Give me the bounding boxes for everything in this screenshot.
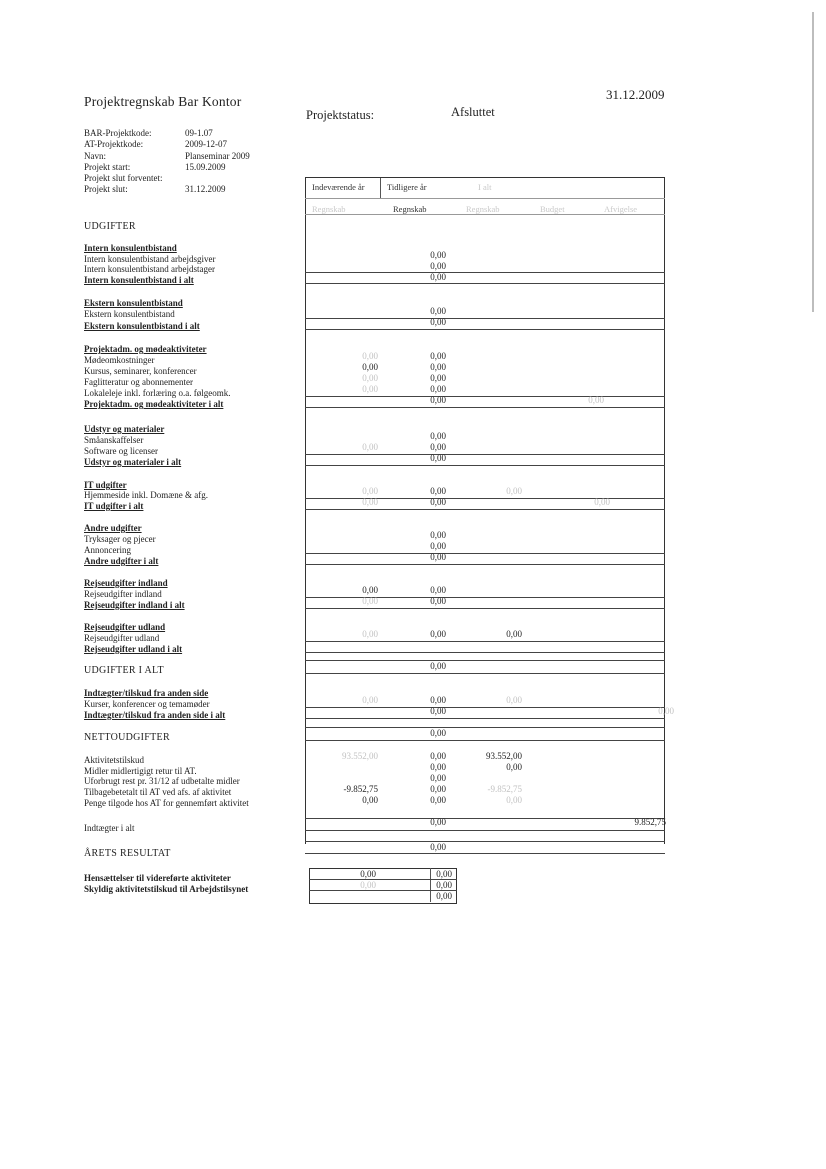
cell-value: 0,00 bbox=[430, 706, 446, 716]
cell-value: 93.552,00 bbox=[486, 751, 522, 761]
cell-value: 0,00 bbox=[658, 706, 674, 716]
line-label: Software og licenser bbox=[84, 446, 158, 456]
line-label: Småanskaffelser bbox=[84, 435, 144, 445]
section-head: Udstyr og materialer bbox=[84, 424, 165, 434]
line-label: Penge tilgode hos AT for gennemført aktivitet bbox=[84, 798, 249, 808]
cell-value: 0,00 bbox=[430, 272, 446, 282]
line-label: Ekstern konsulentbistand bbox=[84, 309, 175, 319]
column-header: Regnskab bbox=[393, 204, 427, 214]
line-label: Indtægter i alt bbox=[84, 823, 135, 833]
line-label: Kurser, konferencer og temamøder bbox=[84, 699, 210, 709]
line-label: Rejseudgifter udland bbox=[84, 633, 160, 643]
cell-value: 0,00 bbox=[362, 795, 378, 805]
line-label: Skyldig aktivitetstilskud til Arbejdstilsynet bbox=[84, 884, 249, 894]
cell-value: 0,00 bbox=[430, 442, 446, 452]
cell-value: 0,00 bbox=[430, 842, 446, 852]
total-label: Indtægter/tilskud fra anden side i alt bbox=[84, 710, 226, 720]
line-label: Kursus, seminarer, konferencer bbox=[84, 366, 197, 376]
table-rule bbox=[305, 853, 665, 854]
cell-value: 0,00 bbox=[430, 431, 446, 441]
line-label: Tryksager og pjecer bbox=[84, 534, 156, 544]
line-label: Tilbagebetetalt til AT ved afs. af aktivitet bbox=[84, 787, 232, 797]
cell-value: 0,00 bbox=[360, 880, 376, 890]
section-head: Intern konsulentbistand bbox=[84, 243, 177, 253]
cell-value: 0,00 bbox=[362, 351, 378, 361]
table-rule bbox=[305, 608, 665, 609]
cell-value: 0,00 bbox=[430, 261, 446, 271]
table-rule bbox=[305, 718, 665, 719]
cell-value: 0,00 bbox=[436, 880, 452, 890]
cell-value: 0,00 bbox=[430, 795, 446, 805]
cell-value: 0,00 bbox=[430, 486, 446, 496]
cell-value: 93.552,00 bbox=[342, 751, 378, 761]
cell-value: 0,00 bbox=[430, 541, 446, 551]
table-rule bbox=[305, 283, 665, 284]
total-label: Rejseudgifter indland i alt bbox=[84, 600, 185, 610]
document-title: Projektregnskab Bar Kontor bbox=[84, 94, 242, 109]
cell-value: 0,00 bbox=[430, 585, 446, 595]
info-value: 15.09.2009 bbox=[185, 161, 226, 172]
cell-value: 0,00 bbox=[362, 695, 378, 705]
info-key: BAR-Projektkode: bbox=[84, 128, 152, 138]
status-label: Projektstatus: bbox=[306, 108, 375, 122]
column-header: I alt bbox=[478, 182, 492, 192]
total-label: Udstyr og materialer i alt bbox=[84, 457, 182, 467]
section-netto: NETTOUDGIFTER bbox=[84, 732, 170, 743]
cell-value: 0,00 bbox=[430, 453, 446, 463]
table-rule bbox=[305, 465, 665, 466]
cell-value: 0,00 bbox=[430, 695, 446, 705]
line-label: Annoncering bbox=[84, 545, 131, 555]
column-header: Tidligere år bbox=[387, 182, 427, 192]
section-head: Andre udgifter bbox=[84, 523, 142, 533]
scan-edge-mark bbox=[812, 12, 814, 312]
cell-value: 0,00 bbox=[430, 784, 446, 794]
cell-value: 0,00 bbox=[430, 629, 446, 639]
section-head: Rejseudgifter udland bbox=[84, 622, 166, 632]
table-rule bbox=[305, 673, 665, 674]
total-label: Intern konsulentbistand i alt bbox=[84, 275, 194, 285]
cell-value: 0,00 bbox=[430, 762, 446, 772]
cell-value: 0,00 bbox=[506, 762, 522, 772]
table-rule bbox=[305, 564, 665, 565]
table-rule bbox=[305, 841, 665, 842]
cell-value: 0,00 bbox=[430, 773, 446, 783]
table-rule bbox=[305, 329, 665, 330]
cell-value: 0,00 bbox=[430, 362, 446, 372]
info-key: Navn: bbox=[84, 150, 106, 161]
table-rule bbox=[305, 641, 665, 642]
line-label: Faglitteratur og abonnementer bbox=[84, 377, 193, 387]
line-label: Aktivitetstilskud bbox=[84, 755, 145, 765]
info-value: 2009-12-07 bbox=[185, 139, 227, 150]
cell-value: 0,00 bbox=[430, 596, 446, 606]
line-label: Lokaleleje inkl. forlæring o.a. følgeomk. bbox=[84, 388, 231, 398]
cell-value: 0,00 bbox=[362, 629, 378, 639]
section-head: Rejseudgifter indland bbox=[84, 578, 168, 588]
total-label: Ekstern konsulentbistand i alt bbox=[84, 321, 200, 331]
accounts-table bbox=[305, 177, 665, 844]
table-rule bbox=[305, 830, 665, 831]
cell-value: 0,00 bbox=[430, 250, 446, 260]
line-label: Hjemmeside inkl. Domæne & afg. bbox=[84, 490, 208, 500]
table-rule bbox=[305, 818, 665, 819]
table-rule bbox=[305, 214, 665, 215]
cell-value: 0,00 bbox=[362, 384, 378, 394]
line-label: Uforbrugt rest pr. 31/12 af udbetalte midler bbox=[84, 776, 240, 786]
cell-value: 0,00 bbox=[362, 442, 378, 452]
line-label: Rejseudgifter indland bbox=[84, 589, 162, 599]
cell-value: 0,00 bbox=[430, 317, 446, 327]
cell-value: 0,00 bbox=[430, 817, 446, 827]
section-udgifter: UDGIFTER bbox=[84, 221, 136, 232]
cell-value: 0,00 bbox=[436, 891, 452, 901]
cell-value: 0,00 bbox=[506, 629, 522, 639]
cell-value: 0,00 bbox=[430, 373, 446, 383]
table-rule bbox=[305, 707, 665, 708]
total-label: Projektadm. og mødeaktiviteter i alt bbox=[84, 399, 224, 409]
cell-value: 0,00 bbox=[430, 395, 446, 405]
line-label: Midler midlertigigt retur til AT. bbox=[84, 766, 197, 776]
status-value: Afsluttet bbox=[451, 105, 495, 119]
column-header: Regnskab bbox=[466, 204, 500, 214]
line-label: Intern konsulentbistand arbejdsgiver bbox=[84, 254, 216, 264]
cell-value: 0,00 bbox=[430, 661, 446, 671]
table-rule bbox=[305, 740, 665, 741]
cell-value: 0,00 bbox=[506, 486, 522, 496]
section-head: Projektadm. og mødeaktiviteter bbox=[84, 344, 207, 354]
cell-value: 0,00 bbox=[362, 497, 378, 507]
table-rule bbox=[305, 553, 665, 554]
cell-value: 0,00 bbox=[594, 497, 610, 507]
cell-value: 0,00 bbox=[430, 751, 446, 761]
info-key: Projekt start: bbox=[84, 161, 131, 172]
section-udgifter-ialt: UDGIFTER I ALT bbox=[84, 665, 164, 676]
table-rule bbox=[305, 509, 665, 510]
column-header: Budget bbox=[540, 204, 565, 214]
column-divider bbox=[380, 178, 381, 198]
info-key: Projekt slut forventet: bbox=[84, 173, 163, 184]
table-rule bbox=[305, 454, 665, 455]
total-label: Andre udgifter i alt bbox=[84, 556, 159, 566]
table-rule bbox=[305, 660, 665, 661]
cell-value: 0,00 bbox=[430, 728, 446, 738]
cell-value: 0,00 bbox=[362, 486, 378, 496]
line-label: Intern konsulentbistand arbejdstager bbox=[84, 264, 215, 274]
info-key: AT-Projektkode: bbox=[84, 139, 144, 150]
cell-value: 0,00 bbox=[506, 695, 522, 705]
cell-value: 0,00 bbox=[430, 351, 446, 361]
total-label: Rejseudgifter udland i alt bbox=[84, 644, 183, 654]
column-header: Afvigelse bbox=[604, 204, 638, 214]
info-key: Projekt slut: bbox=[84, 184, 128, 195]
section-resultat: ÅRETS RESULTAT bbox=[84, 848, 171, 859]
column-header: Regnskab bbox=[312, 204, 346, 214]
cell-value: 9.852,75 bbox=[634, 817, 666, 827]
cell-value: 0,00 bbox=[430, 384, 446, 394]
cell-value: 0,00 bbox=[430, 497, 446, 507]
project-info bbox=[84, 128, 250, 196]
section-head: Indtægter/tilskud fra anden side bbox=[84, 688, 209, 698]
table-rule bbox=[305, 272, 665, 273]
cell-value: 0,00 bbox=[360, 869, 376, 879]
cell-value: 0,00 bbox=[362, 596, 378, 606]
cell-value: -9.852,75 bbox=[487, 784, 522, 794]
cell-value: -9.852,75 bbox=[343, 784, 378, 794]
info-value: Planseminar 2009 bbox=[185, 150, 250, 161]
table-rule bbox=[305, 396, 665, 397]
line-label: Mødeomkostninger bbox=[84, 355, 155, 365]
table-rule bbox=[305, 652, 665, 653]
section-head: IT udgifter bbox=[84, 480, 127, 490]
document-date: 31.12.2009 bbox=[606, 87, 665, 102]
cell-value: 0,00 bbox=[362, 373, 378, 383]
info-value: 31.12.2009 bbox=[185, 184, 226, 195]
cell-value: 0,00 bbox=[506, 795, 522, 805]
cell-value: 0,00 bbox=[430, 306, 446, 316]
total-label: IT udgifter i alt bbox=[84, 501, 144, 511]
table-rule bbox=[305, 318, 665, 319]
cell-value: 0,00 bbox=[588, 395, 604, 405]
column-header: Indeværende år bbox=[312, 182, 365, 192]
cell-value: 0,00 bbox=[362, 362, 378, 372]
cell-value: 0,00 bbox=[430, 530, 446, 540]
table-rule bbox=[305, 727, 665, 728]
section-head: Ekstern konsulentbistand bbox=[84, 298, 183, 308]
cell-value: 0,00 bbox=[436, 869, 452, 879]
cell-value: 0,00 bbox=[362, 585, 378, 595]
cell-value: 0,00 bbox=[430, 552, 446, 562]
table-rule bbox=[305, 407, 665, 408]
line-label: Hensættelser til videreførte aktiviteter bbox=[84, 873, 231, 883]
info-value: 09-1.07 bbox=[185, 128, 213, 138]
table-rule bbox=[305, 198, 665, 199]
